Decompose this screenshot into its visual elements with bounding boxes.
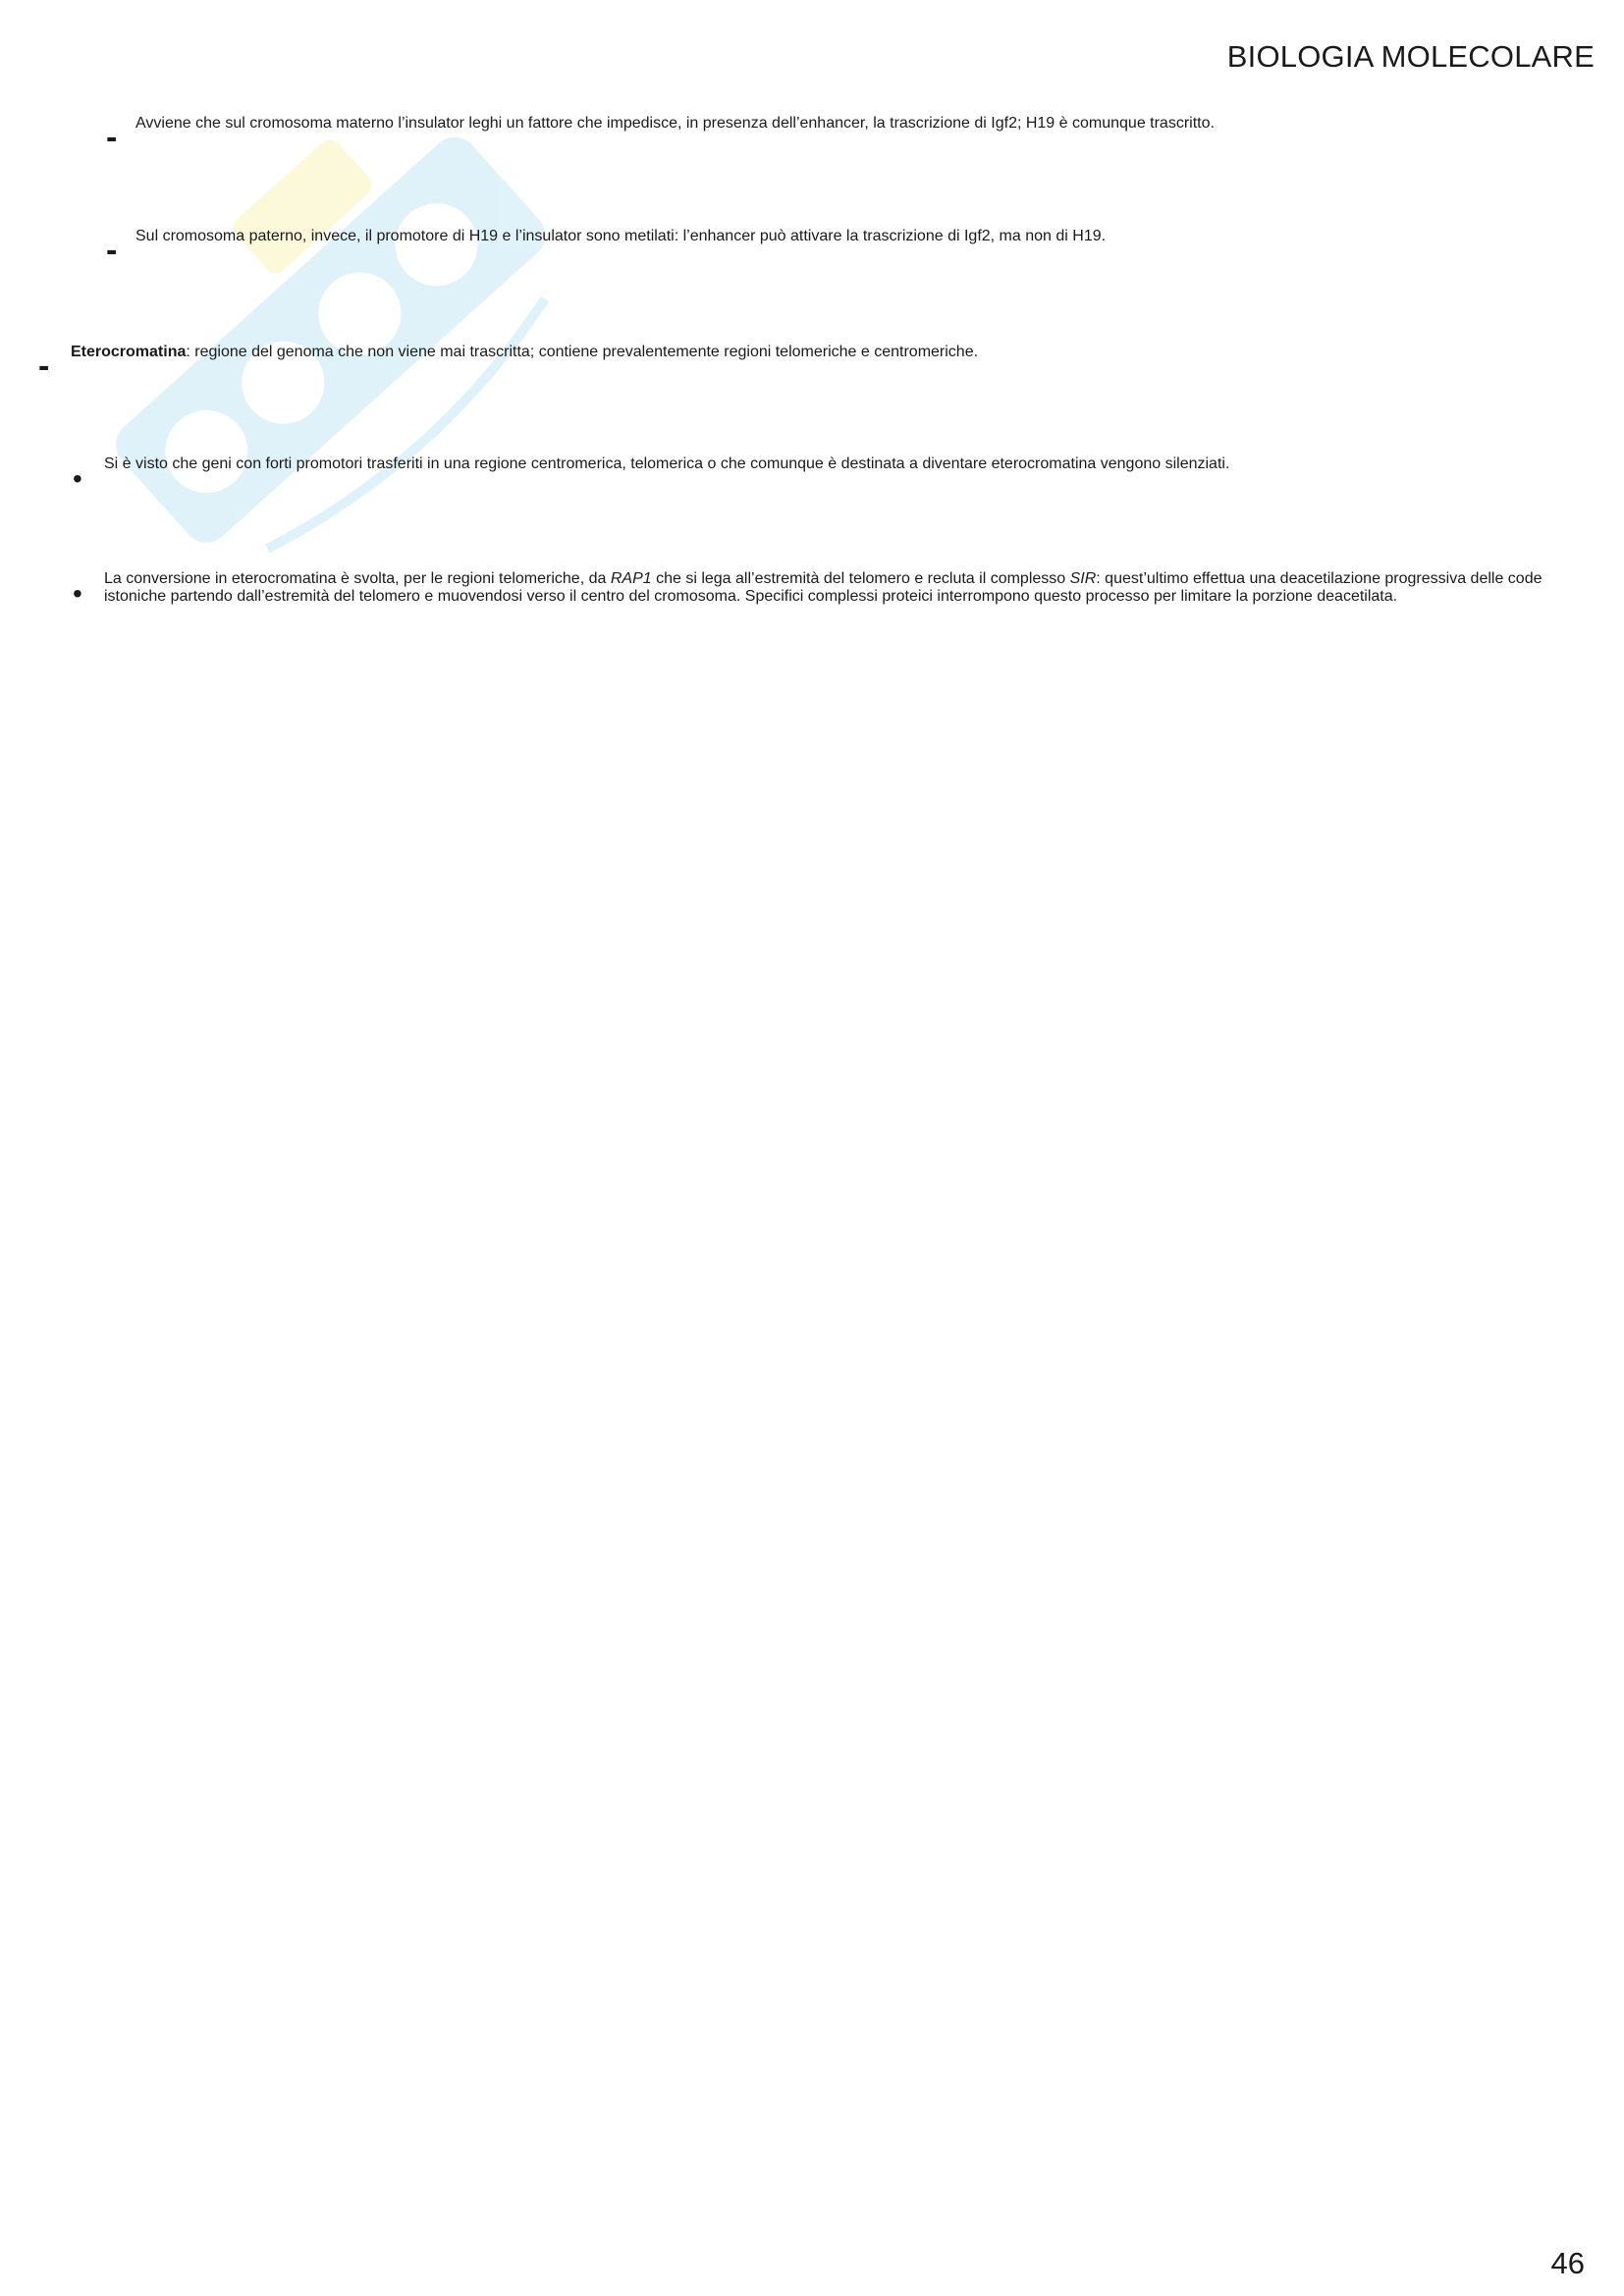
dash-marker: - — [38, 347, 50, 385]
term-eterocromatina: Eterocromatina — [71, 344, 187, 360]
item-text: Si è visto che geni con forti promotori trasferiti in una regione centromerica, telomerica o che comunque è destinata a diventare eterocromatina vengono silenziati. — [104, 455, 1230, 472]
list-item-maternal-insulator — [106, 115, 1549, 156]
list-item-eterocromatina — [38, 344, 1563, 385]
text-segment: La conversione in eterocromatina è svolta, per le regioni telomeriche, da — [104, 570, 611, 587]
term-rap1: RAP1 — [610, 570, 652, 587]
bullet-marker: • — [73, 463, 82, 494]
running-head: BIOLOGIA MOLECOLARE — [1226, 39, 1595, 74]
bullet-item-silenziamento — [73, 455, 1577, 494]
definition-text: : regione del genoma che non viene mai trascritta; contiene prevalentemente regioni telomeriche e centromeriche. — [186, 344, 979, 360]
text-segment: : quest’ultimo effettua una deacetilazione progressiva delle code istoniche partendo dall’estremità del telomero e muovendosi verso il centro del cromosoma. Specifici complessi proteici interrompono questo processo per limitare la porzione deacetilata. — [104, 570, 1543, 605]
list-item-paternal-methylation — [106, 228, 1549, 269]
bullet-marker: • — [73, 578, 82, 609]
item-text — [104, 570, 1577, 606]
dash-marker: - — [106, 119, 118, 156]
bullet-item-conversione — [73, 570, 1577, 609]
dash-marker: - — [106, 232, 118, 269]
term-sir: SIR — [1069, 570, 1097, 587]
text-segment: che si lega all’estremità del telomero e recluta il complesso — [651, 570, 1070, 587]
page-number: 46 — [1550, 2246, 1585, 2280]
item-text: Avviene che sul cromosoma materno l’insulator leghi un fattore che impedisce, in presenza dell’enhancer, la trascrizione di Igf2; H19 è comunque trascritto. — [135, 115, 1215, 132]
item-text — [71, 344, 1563, 361]
item-text: Sul cromosoma paterno, invece, il promotore di H19 e l’insulator sono metilati: l’enhancer può attivare la trascrizione di Igf2, ma non di H19. — [135, 228, 1107, 244]
